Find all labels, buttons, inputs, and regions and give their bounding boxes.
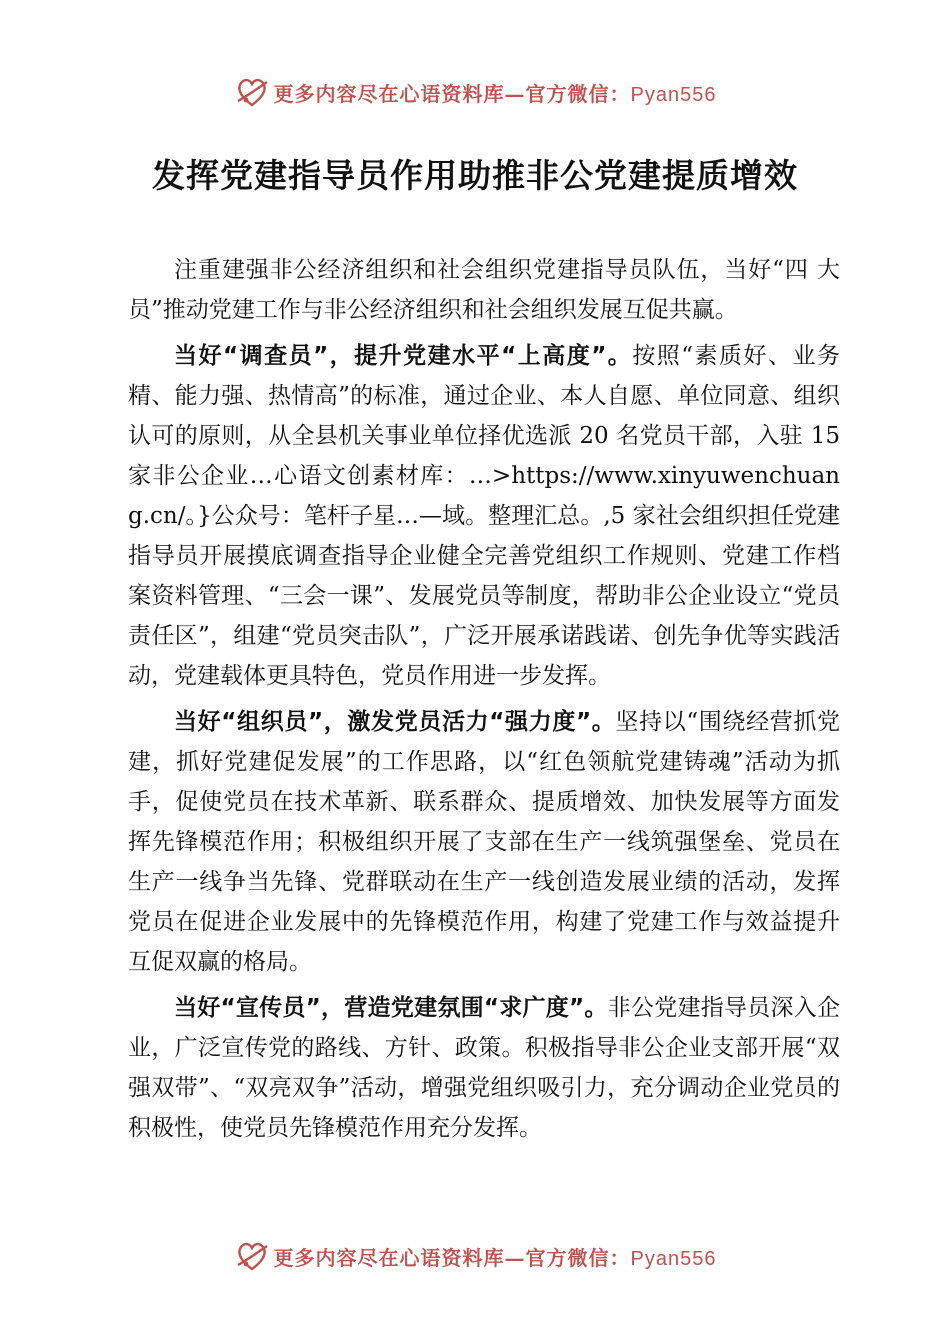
paragraph-organizer (128, 702, 840, 982)
wechat-id: Pyan556 (630, 1247, 717, 1270)
paragraph-text: 非公党建指导员深入企业，广泛宣传党的路线、方针、政策。积极指导非公企业支部开展“双强双带”、“双亮双争”活动，增强党组织吸引力，充分调动企业党员的积极性，使党员先锋模范作用充分发挥。 (128, 995, 841, 1141)
paragraph-text: 按照“素质好、业务精、能力强、热情高”的标准，通过企业、本人自愿、单位同意、组织认可的原则，从全县机关事业单位择优选派 20 名党员干部，入驻 15 家非公企业…心语文创素材库：…>https://www.xinyuwenchuang.cn/。}公众号：笔杆子星…—域。整理汇总。,5 家社会组织担任党建指导员开展摸底调查指导企业健全完善党组织工作规则、党建工作档案资料管理、“三会一课”、发展党员等制度，帮助非公企业设立“党员责任区”，组建“党员突击队”，广泛开展承诺践诺、创先争优等实践活动，党建载体更具特色，党员作用进一步发挥。 (128, 343, 841, 689)
document-body (128, 250, 840, 1154)
paragraph-lead: 当好“调查员”，提升党建水平“上高度”。 (174, 343, 633, 369)
heart-logo-icon (234, 74, 270, 110)
wechat-id: Pyan556 (630, 83, 717, 106)
banner-text: 更多内容尽在心语资料库—官方微信： (273, 81, 631, 106)
paragraph-lead: 当好“组织员”，激发党员活力“强力度”。 (174, 709, 616, 735)
footer-banner (0, 1236, 950, 1276)
intro-paragraph (128, 250, 840, 330)
document-title: 发挥党建指导员作用助推非公党建提质增效 (152, 156, 798, 195)
paragraph-lead: 当好“宣传员”，营造党建氛围“求广度”。 (174, 995, 608, 1021)
paragraph-text: 坚持以“围绕经营抓党建，抓好党建促发展”的工作思路，以“红色领航党建铸魂”活动为抓手，促使党员在技术革新、联系群众、提质增效、加快发展等方面发挥先锋模范作用；积极组织开展了支部在生产一线筑强堡垒、党员在生产一线争当先锋、党群联动在生产一线创造发展业绩的活动，发挥党员在促进企业发展中的先锋模范作用，构建了党建工作与效益提升互促双赢的格局。 (128, 709, 841, 975)
heart-logo-icon (234, 1238, 270, 1274)
banner-text: 更多内容尽在心语资料库—官方微信： (273, 1245, 631, 1270)
paragraph-text: 注重建强非公经济组织和社会组织党建指导员队伍，当好“四 大员”推动党建工作与非公经济组织和社会组织发展互促共赢。 (128, 257, 840, 323)
paragraph-investigator (128, 336, 840, 696)
paragraph-publicist (128, 988, 840, 1148)
header-banner (0, 72, 950, 112)
